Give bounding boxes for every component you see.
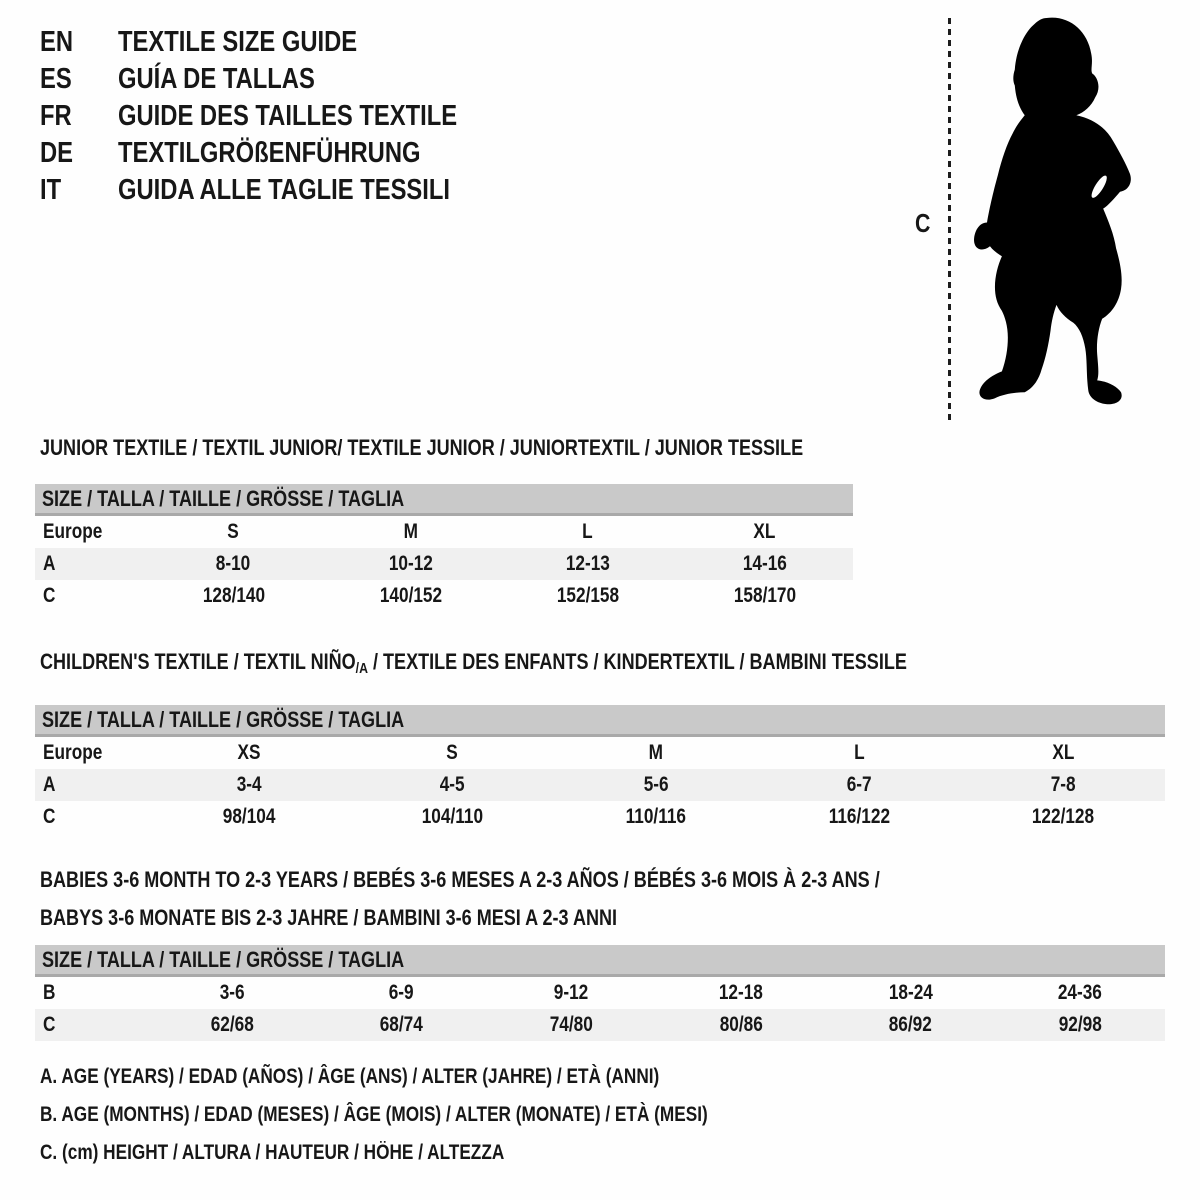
language-title-list [40,24,532,209]
children-size-table-header: SIZE / TALLA / TAILLE / GRÖSSE / TAGLIA [35,705,1165,737]
junior-size-table [35,484,853,612]
lang-code-en: EN [40,26,74,58]
table-row: C 62/68 68/74 74/80 80/86 86/92 92/98 [35,1009,1165,1041]
legend-line-a: A. AGE (YEARS) / EDAD (AÑOS) / ÂGE (ANS) / ALTER (JAHRE) / ETÀ (ANNI) [40,1065,660,1088]
junior-section-title: JUNIOR TEXTILE / TEXTIL JUNIOR/ TEXTILE JUNIOR / JUNIORTEXTIL / JUNIOR TESSILE [40,435,804,460]
measure-legend [40,1058,854,1172]
babies-section-title-line2: BABYS 3-6 MONATE BIS 2-3 JAHRE / BAMBINI 3-6 MESI A 2-3 ANNI [40,905,618,930]
lang-code-fr: FR [40,100,72,132]
legend-line-b: B. AGE (MONTHS) / EDAD (MESES) / ÂGE (MOIS) / ALTER (MONATE) / ETÀ (MESI) [40,1103,708,1126]
junior-size-table-header: SIZE / TALLA / TAILLE / GRÖSSE / TAGLIA [35,484,853,516]
section-childrens-textile [35,650,1165,833]
height-measure-figure [905,10,1165,430]
legend-line-c: C. (cm) HEIGHT / ALTURA / HAUTEUR / HÖHE / ALTEZZA [40,1141,505,1164]
guide-title-it: GUIDA ALLE TAGLIE TESSILI [118,174,451,206]
table-row: A 3-4 4-5 5-6 6-7 7-8 [35,769,1165,801]
guide-title-es: GUÍA DE TALLAS [118,63,315,95]
guide-title-en: TEXTILE SIZE GUIDE [118,26,358,58]
children-section-title: CHILDREN'S TEXTILE / TEXTIL NIÑO/A / TEXTILE DES ENFANTS / KINDERTEXTIL / BAMBINI TESSILE [40,649,907,677]
table-row: A 8-10 10-12 12-13 14-16 [35,548,853,580]
toddler-silhouette-icon [967,12,1145,424]
guide-title-de: TEXTILGRÖßENFÜHRUNG [118,137,421,169]
table-row: Europe XS S M L XL [43,741,1075,764]
size-tables-content [35,436,1165,1041]
section-junior-textile [35,436,1165,612]
babies-size-table [35,945,1165,1041]
table-row: B 3-6 6-9 9-12 12-18 18-24 24-36 [43,981,1103,1004]
measure-c-label: C [915,208,931,238]
section-babies-textile [35,861,1165,1041]
babies-section-title-line1: BABIES 3-6 MONTH TO 2-3 YEARS / BEBÉS 3-6 MESES A 2-3 AÑOS / BÉBÉS 3-6 MOIS À 2-3 ANS / [40,867,880,892]
babies-size-table-header: SIZE / TALLA / TAILLE / GRÖSSE / TAGLIA [35,945,1165,977]
table-row: Europe S M L XL [43,520,776,543]
height-dashed-line [948,18,951,422]
lang-code-it: IT [40,174,62,206]
children-size-table [35,705,1165,833]
guide-title-fr: GUIDE DES TAILLES TEXTILE [118,100,458,132]
lang-code-es: ES [40,63,72,95]
table-row: C 98/104 104/110 110/116 116/122 122/128 [43,805,1095,828]
table-row: C 128/140 140/152 152/158 158/170 [43,584,796,607]
lang-code-de: DE [40,137,74,169]
